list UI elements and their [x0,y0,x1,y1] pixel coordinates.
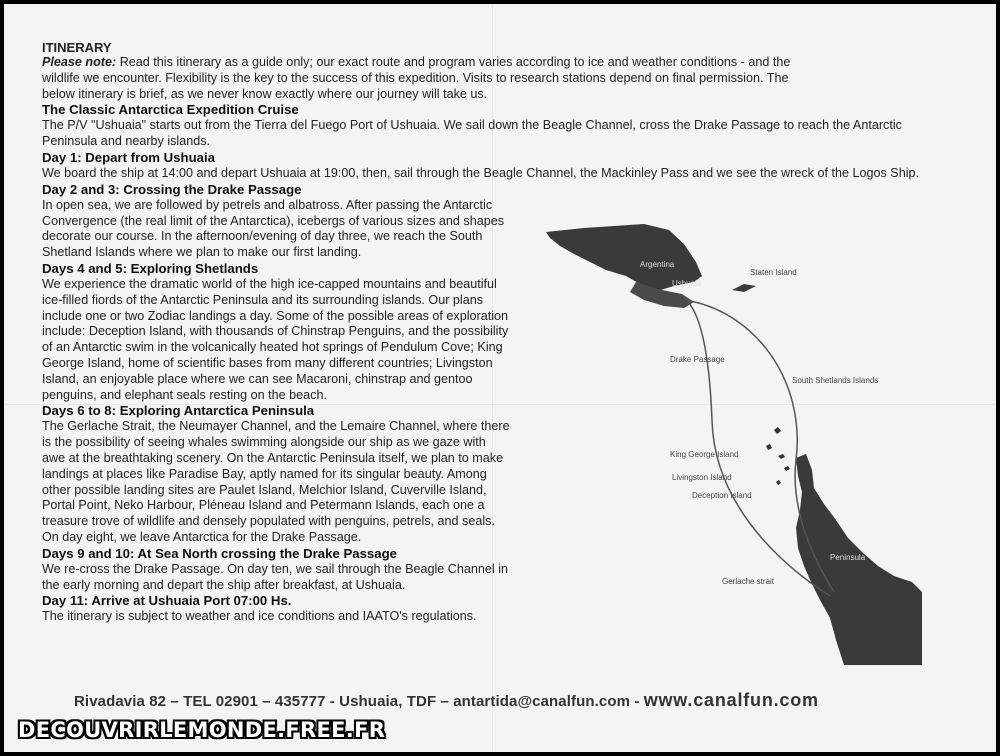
day-9-10-text: We re-cross the Drake Passage. On day ten, we sail through the Beagle Channel in the early morning and depart the ship after breakfast, at Ushuaia. [42,561,508,592]
day-6-8-title: Days 6 to 8: Exploring Antarctica Peninsula [42,403,315,419]
king-george-label: King George Island [670,450,739,459]
deception-label: Deception Island [692,491,752,500]
contact-footer [74,690,819,711]
scanned-page [4,4,996,752]
day-1-title: Day 1: Depart from Ushuaia [42,149,215,165]
itinerary-heading: ITINERARY [42,40,112,55]
day-2-3-text: In open sea, we are followed by petrels and albatross. After passing the Antarctic Convergence (the real limit of the Antarctica), icebergs of various sizes and shapes decorate our course. In the afternoon/evening of day three, we reach the South Shetland Islands where we plan to make our first landing. [42,197,505,260]
watermark-text: DECOUVRIRLEMONDE.FREE.FR [18,718,386,742]
day-1-text: We board the ship at 14:00 and depart Ushuaia at 19:00, then, sail through the Beagle Channel, the Mackinley Pass and we see the wreck of the Logos Ship. [42,165,919,180]
day-4-5-title: Days 4 and 5: Exploring Shetlands [42,260,259,276]
outbound-route-line [684,300,834,592]
day-2-3-title: Day 2 and 3: Crossing the Drake Passage [42,181,302,197]
drake-passage-label: Drake Passage [670,355,725,364]
day-4-5-text: We experience the dramatic world of the high ice-capped mountains and beautiful ice-filled fiords of the Antarctic Peninsula and its surrounding islands. Our plans include one or two Zodiac landings a day. Some of the possible areas of exploration include: Deception Island, with thousands of Chinstrap Penguins, and the possibility of an Antarctic swim in the volcanically heated hot springs of Pendulum Cove; King George Island, home of scientific bases from many different countries; Livingston Island, an enjoyable place where we can see Macaroni, chinstrap and gentoo penguins, and elephant seals resting on the beach. [42,276,509,402]
ushuaia-label: Ushuaia [672,279,702,288]
footer-website: www.canalfun.com [643,690,819,710]
gerlache-strait-label: Gerlache strait [722,577,775,586]
south-shetlands-shapes [766,427,790,485]
day-11-text: The itinerary is subject to weather and ice conditions and IAATO's regulations. [42,609,477,624]
day-6-8-text: The Gerlache Strait, the Neumayer Channel, and the Lemaire Channel, where there is the possibility of seeing whales swimming alongside our ship as we gaze with awe at the breathtaking scenery. On the Antarctic Peninsula itself, we plan to make landings at places like Paradise Bay, aptly named for its singular beauty. Among other possible landing sites are Paulet Island, Melchior Island, Cuverville Island, Portal Point, Neko Harbour, Pléneau Island and Petermann Islands, each one a treasure trove of wildlife and densely populated with penguins, petrels, and seals. On day eight, we leave Antarctica for the Drake Passage. [42,419,510,544]
staten-island-shape [732,284,756,292]
day-11-title: Day 11: Arrive at Ushuaia Port 07:00 Hs. [42,593,292,609]
south-shetlands-label: South Shetlands Islands [792,376,879,385]
cruise-title: The Classic Antarctica Expedition Cruise [42,102,299,118]
peninsula-label: Peninsula [830,553,866,562]
footer-contact: Rivadavia 82 – TEL 02901 – 435777 - Ushuaia, TDF – antartida@canalfun.com - [74,693,644,710]
livingston-label: Livingston Island [672,473,732,482]
note-label: Please note: [42,55,117,69]
staten-island-label: Staten Island [750,268,797,277]
note-paragraph [42,55,812,102]
route-map-svg [544,220,934,670]
day-9-10-title: Days 9 and 10: At Sea North crossing the Drake Passage [42,545,397,561]
cruise-text: The P/V "Ushuaia" starts out from the Tierra del Fuego Port of Ushuaia. We sail down the Beagle Channel, cross the Drake Passage to reach the Antarctic Peninsula and nearby islands. [42,118,902,149]
argentina-label: Argentina [640,260,675,269]
note-text: Read this itinerary as a guide only; our exact route and program varies according to ice and weather conditions - and the wildlife we encounter. Flexibility is the key to the success of this expedition. Visits to research stations depend on final permission. The below itinerary is brief, as we never know exactly where our journey will take us. [42,55,791,101]
route-map [544,220,934,670]
